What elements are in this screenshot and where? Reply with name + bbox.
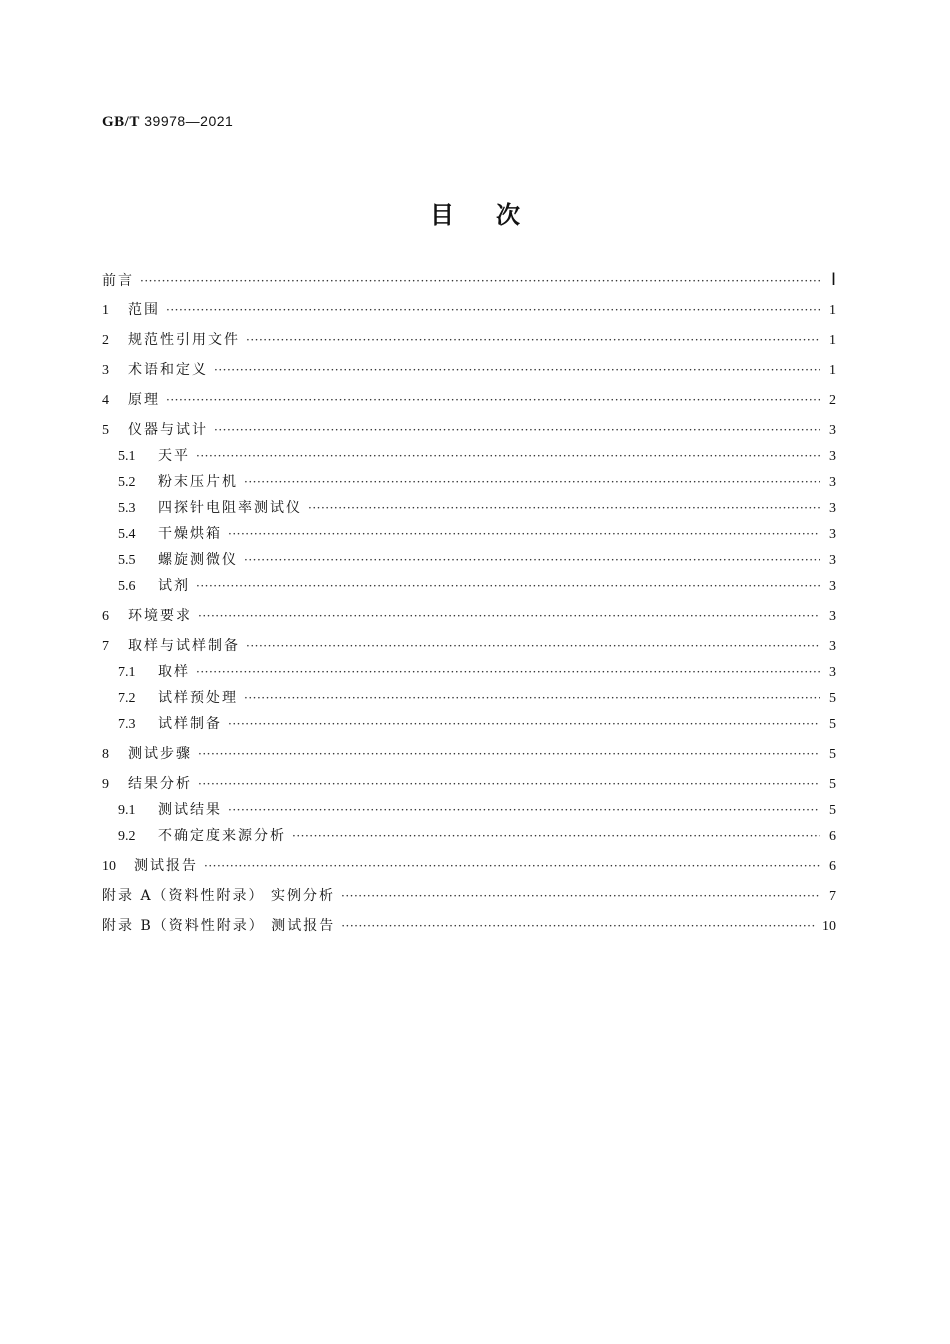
toc-entry-page: Ⅰ: [830, 270, 836, 289]
toc-leader-dots: [214, 420, 820, 440]
toc-entry-page: 1: [829, 303, 836, 318]
toc-entry-label: 不确定度来源分析: [158, 828, 286, 844]
toc-entry-number: 3: [102, 363, 109, 378]
toc-entry-page: 3: [829, 449, 836, 464]
toc-entry-label: 附录 B（资料性附录） 测试报告: [102, 918, 336, 934]
toc-entry-label: 取样: [158, 664, 190, 680]
toc-entry-label: 仪器与试计: [128, 422, 208, 438]
toc-entry[interactable]: [102, 744, 836, 765]
toc-entry-number: 4: [102, 393, 109, 408]
toc-entry[interactable]: [102, 446, 836, 467]
toc-entry-page: 2: [829, 393, 836, 408]
toc-entry-number: 8: [102, 747, 109, 762]
toc-entry-label: 环境要求: [128, 608, 192, 624]
toc-entry-page: 6: [829, 829, 836, 844]
toc-leader-dots: [196, 576, 820, 596]
toc-leader-dots: [228, 714, 820, 734]
toc-entry-number: 5.4: [118, 527, 136, 542]
toc-entry-page: 3: [829, 553, 836, 568]
toc-entry[interactable]: [102, 524, 836, 545]
toc-entry-label: 前言: [102, 273, 134, 289]
toc-entry-page: 3: [829, 527, 836, 542]
toc-entry-label: 干燥烘箱: [158, 526, 222, 542]
toc-entry[interactable]: [102, 390, 836, 411]
toc-entry-number: 9: [102, 777, 109, 792]
toc-leader-dots: [246, 330, 820, 350]
toc-entry-page: 5: [829, 747, 836, 762]
toc-entry-number: 7.1: [118, 665, 136, 680]
page-title: 目次: [430, 201, 562, 229]
toc-entry-page: 5: [829, 803, 836, 818]
toc-entry-page: 1: [829, 333, 836, 348]
toc-entry-number: 2: [102, 333, 109, 348]
toc-leader-dots: [246, 636, 820, 656]
toc-entry-page: 3: [829, 665, 836, 680]
toc-entry-number: 5.6: [118, 579, 136, 594]
toc-entry-page: 5: [829, 717, 836, 732]
toc-entry-label: 四探针电阻率测试仪: [158, 500, 302, 516]
table-of-contents: [102, 270, 836, 937]
toc-entry-number: 9.2: [118, 829, 136, 844]
toc-entry[interactable]: [102, 270, 836, 291]
toc-entry-label: 术语和定义: [128, 362, 208, 378]
toc-entry[interactable]: [102, 714, 836, 735]
toc-entry-number: 5.1: [118, 449, 136, 464]
toc-entry-number: 6: [102, 609, 109, 624]
toc-entry-label: 测试结果: [158, 802, 222, 818]
toc-entry-page: 7: [829, 889, 836, 904]
toc-entry[interactable]: [102, 330, 836, 351]
toc-entry-label: 结果分析: [128, 776, 192, 792]
toc-leader-dots: [166, 390, 820, 410]
standard-code: [102, 113, 233, 131]
toc-entry[interactable]: [102, 498, 836, 519]
toc-entry-label: 测试步骤: [128, 746, 192, 762]
toc-entry[interactable]: [102, 360, 836, 381]
toc-entry-page: 3: [829, 501, 836, 516]
toc-entry-page: 3: [829, 639, 836, 654]
toc-entry-number: 1: [102, 303, 109, 318]
toc-leader-dots: [204, 856, 820, 876]
toc-entry-label: 天平: [158, 448, 190, 464]
toc-leader-dots: [228, 800, 820, 820]
toc-entry-page: 3: [829, 475, 836, 490]
toc-entry-number: 7: [102, 639, 109, 654]
toc-entry[interactable]: [102, 856, 836, 877]
toc-leader-dots: [196, 662, 820, 682]
toc-entry[interactable]: [102, 886, 836, 907]
toc-leader-dots: [341, 886, 820, 906]
toc-entry[interactable]: [102, 300, 836, 321]
toc-leader-dots: [198, 606, 820, 626]
toc-leader-dots: [244, 550, 820, 570]
toc-entry-number: 5.5: [118, 553, 136, 568]
toc-entry-number: 7.3: [118, 717, 136, 732]
toc-leader-dots: [244, 472, 820, 492]
toc-entry-page: 5: [829, 777, 836, 792]
toc-entry-label: 附录 A（资料性附录） 实例分析: [102, 888, 336, 904]
toc-entry-number: 10: [102, 859, 116, 874]
toc-entry-number: 7.2: [118, 691, 136, 706]
toc-entry[interactable]: [102, 472, 836, 493]
toc-leader-dots: [308, 498, 820, 518]
toc-entry-number: 5: [102, 423, 109, 438]
toc-entry[interactable]: [102, 576, 836, 597]
toc-leader-dots: [196, 446, 820, 466]
toc-leader-dots: [166, 300, 820, 320]
toc-entry-label: 粉末压片机: [158, 474, 238, 490]
standard-number: 39978—2021: [144, 113, 234, 129]
toc-entry[interactable]: [102, 826, 836, 847]
toc-entry-label: 螺旋测微仪: [158, 552, 238, 568]
toc-entry-label: 规范性引用文件: [128, 332, 240, 348]
toc-entry-number: 5.3: [118, 501, 136, 516]
toc-entry-number: 9.1: [118, 803, 136, 818]
toc-entry[interactable]: [102, 550, 836, 571]
toc-entry-label: 试样预处理: [158, 690, 238, 706]
toc-entry-page: 3: [829, 609, 836, 624]
toc-leader-dots: [341, 916, 816, 936]
toc-leader-dots: [292, 826, 820, 846]
toc-entry[interactable]: [102, 688, 836, 709]
toc-entry[interactable]: [102, 916, 836, 937]
toc-leader-dots: [140, 271, 820, 291]
toc-leader-dots: [198, 774, 820, 794]
toc-entry-page: 1: [829, 363, 836, 378]
toc-entry-label: 测试报告: [134, 858, 198, 874]
toc-entry[interactable]: [102, 662, 836, 683]
toc-entry-label: 取样与试样制备: [128, 638, 240, 654]
toc-entry-label: 试样制备: [158, 716, 222, 732]
toc-entry[interactable]: [102, 636, 836, 657]
toc-entry-page: 5: [829, 691, 836, 706]
toc-entry[interactable]: [102, 774, 836, 795]
toc-entry-page: 3: [829, 423, 836, 438]
toc-entry[interactable]: [102, 606, 836, 627]
toc-leader-dots: [244, 688, 820, 708]
toc-entry-label: 试剂: [158, 578, 190, 594]
toc-entry-page: 10: [822, 919, 836, 934]
toc-leader-dots: [214, 360, 820, 380]
toc-entry-label: 范围: [128, 302, 160, 318]
toc-entry-page: 6: [829, 859, 836, 874]
toc-entry[interactable]: [102, 420, 836, 441]
standard-prefix: GB/T: [102, 114, 140, 130]
toc-entry-page: 3: [829, 579, 836, 594]
toc-entry-number: 5.2: [118, 475, 136, 490]
toc-leader-dots: [198, 744, 820, 764]
toc-leader-dots: [228, 524, 820, 544]
toc-entry-label: 原理: [128, 392, 160, 408]
toc-entry[interactable]: [102, 800, 836, 821]
